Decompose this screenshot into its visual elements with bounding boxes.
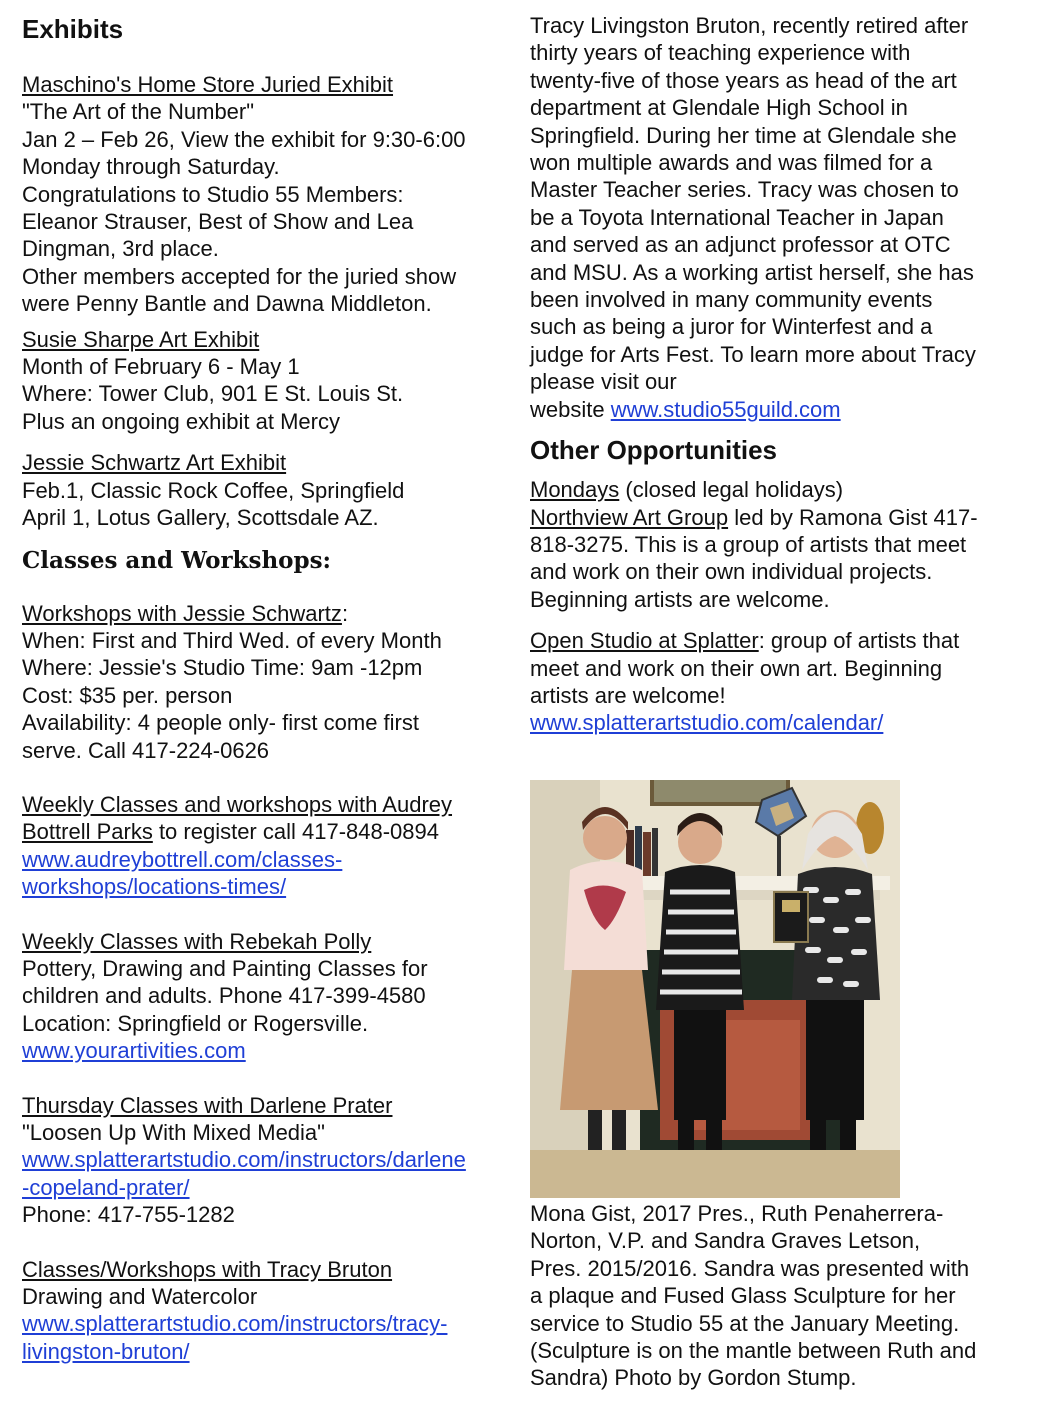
schwartz-workshops-title: Workshops with Jessie Schwartz (22, 600, 342, 626)
schwartz-exhibit-title: Jessie Schwartz Art Exhibit (22, 450, 287, 476)
schwartz-workshops-line: serve. Call 417-224-0626 (22, 737, 270, 763)
bio-line: Springfield. During her time at Glendale she (530, 122, 957, 148)
bio-line: twenty-five of those years as head of the art (530, 67, 957, 93)
bruton-section (22, 1256, 512, 1366)
parks-section (22, 791, 512, 901)
schwartz-exhibit-line: April 1, Lotus Gallery, Scottsdale AZ. (22, 505, 379, 531)
northview-suffix: led by Ramona Gist 417- (728, 504, 978, 530)
schwartz-exhibit-section (22, 449, 512, 531)
sharpe-line: Month of February 6 - May 1 (22, 354, 300, 380)
caption-line: (Sculpture is on the mantle between Ruth and (530, 1338, 977, 1364)
mondays-suffix: (closed legal holidays) (619, 477, 844, 503)
bruton-link[interactable]: www.splatterartstudio.com/instructors/tracy- (22, 1311, 448, 1337)
parks-register-text: to register call 417-848-0894 (152, 819, 439, 845)
sharpe-line: Where: Tower Club, 901 E St. Louis St. (22, 381, 404, 407)
prater-section (22, 1092, 512, 1229)
prater-title: Thursday Classes with Darlene Prater (22, 1092, 393, 1118)
sharpe-section (22, 326, 512, 436)
sharpe-title: Susie Sharpe Art Exhibit (22, 326, 260, 352)
prater-phone: Phone: 417-755-1282 (22, 1202, 235, 1228)
maschino-line: Monday through Saturday. (22, 154, 280, 180)
parks-link[interactable]: www.audreybottrell.com/classes- (22, 846, 343, 872)
mondays-line: 818-3275. This is a group of artists that meet (530, 531, 967, 557)
maschino-line: Jan 2 – Feb 26, View the exhibit for 9:30-6:00 (22, 126, 466, 152)
polly-line: children and adults. Phone 417-399-4580 (22, 983, 426, 1009)
splatter-calendar-link[interactable]: www.splatterartstudio.com/calendar/ (530, 710, 884, 736)
maschino-line: Other members accepted for the juried show (22, 263, 457, 289)
bio-line: be a Toyota International Teacher in Japan (530, 204, 944, 230)
schwartz-exhibit-line: Feb.1, Classic Rock Coffee, Springfield (22, 477, 405, 503)
right-column (530, 0, 1030, 737)
mondays-section (530, 476, 1030, 613)
bio-line: such as being a juror for Winterfest and a (530, 314, 933, 340)
bio-line: judge for Arts Fest. To learn more about Tracy (530, 341, 976, 367)
splatter-line: meet and work on their own art. Beginning (530, 655, 943, 681)
splatter-line: artists are welcome! (530, 682, 726, 708)
schwartz-workshops-line: Availability: 4 people only- first come first (22, 710, 419, 736)
sharpe-line: Plus an ongoing exhibit at Mercy (22, 408, 340, 434)
maschino-line: were Penny Bantle and Dawna Middleton. (22, 291, 432, 317)
mondays-label: Mondays (530, 477, 620, 503)
opportunities-heading: Other Opportunities (530, 435, 777, 466)
bio-line: been involved in many community events (530, 287, 933, 313)
polly-section (22, 928, 512, 1065)
bruton-bio (530, 12, 1030, 423)
studio55-website-link[interactable]: www.studio55guild.com (610, 396, 841, 422)
caption-line: a plaque and Fused Glass Sculpture for her (530, 1283, 956, 1309)
caption-line: service to Studio 55 at the January Meeting. (530, 1310, 960, 1336)
prater-link-continued[interactable]: -copeland-prater/ (22, 1174, 190, 1200)
schwartz-workshops-line: When: First and Third Wed. of every Month (22, 627, 442, 653)
splatter-section (530, 627, 1030, 737)
bruton-title: Classes/Workshops with Tracy Bruton (22, 1256, 393, 1282)
caption-line: Sandra) Photo by Gordon Stump. (530, 1365, 857, 1391)
polly-line: Pottery, Drawing and Painting Classes for (22, 955, 428, 981)
maschino-section (22, 71, 512, 318)
splatter-label: Open Studio at Splatter (530, 628, 759, 654)
schwartz-workshops-line: Where: Jessie's Studio Time: 9am -12pm (22, 655, 423, 681)
caption-line: Mona Gist, 2017 Pres., Ruth Penaherrera- (530, 1201, 944, 1226)
schwartz-workshops-section (22, 600, 512, 764)
maschino-line: Congratulations to Studio 55 Members: (22, 181, 404, 207)
bio-website-prefix: website (530, 396, 611, 422)
bio-line: won multiple awards and was filmed for a (530, 150, 933, 176)
award-photo (530, 780, 900, 1198)
left-column (22, 0, 512, 1365)
schwartz-workshops-title-suffix: : (341, 600, 349, 626)
splatter-suffix: : group of artists that (758, 628, 960, 654)
bruton-subtitle: Drawing and Watercolor (22, 1284, 258, 1310)
photo-caption (530, 1200, 1030, 1392)
parks-title: Weekly Classes and workshops with Audrey (22, 791, 453, 817)
northview-label: Northview Art Group (530, 504, 729, 530)
classes-heading: Classes and Workshops: (22, 546, 332, 574)
caption-line: Pres. 2015/2016. Sandra was presented with (530, 1255, 970, 1281)
bio-line: and served as an adjunct professor at OTC (530, 232, 951, 258)
polly-line: Location: Springfield or Rogersville. (22, 1010, 369, 1036)
bio-line: please visit our (530, 369, 677, 395)
maschino-title: Maschino's Home Store Juried Exhibit (22, 72, 394, 97)
bio-line: and MSU. As a working artist herself, she has (530, 259, 974, 285)
parks-link-continued[interactable]: workshops/locations-times/ (22, 874, 287, 900)
bio-line: Master Teacher series. Tracy was chosen to (530, 177, 959, 203)
exhibits-heading: Exhibits (22, 14, 124, 44)
bio-line: Tracy Livingston Bruton, recently retired after (530, 13, 969, 38)
schwartz-workshops-line: Cost: $35 per. person (22, 682, 233, 708)
prater-subtitle: "Loosen Up With Mixed Media" (22, 1120, 325, 1145)
mondays-line: and work on their own individual projects. (530, 559, 933, 585)
bruton-link-continued[interactable]: livingston-bruton/ (22, 1338, 190, 1364)
maschino-line: Dingman, 3rd place. (22, 236, 219, 262)
caption-line: Norton, V.P. and Sandra Graves Letson, (530, 1228, 921, 1254)
bio-line: department at Glendale High School in (530, 95, 908, 121)
mondays-line: Beginning artists are welcome. (530, 586, 830, 612)
parks-title-name: Bottrell Parks (22, 819, 153, 845)
bio-line: thirty years of teaching experience with (530, 40, 911, 66)
prater-link[interactable]: www.splatterartstudio.com/instructors/darlene (22, 1147, 466, 1173)
maschino-line: "The Art of the Number" (22, 99, 255, 125)
maschino-line: Eleanor Strauser, Best of Show and Lea (22, 209, 414, 235)
polly-link[interactable]: www.yourartivities.com (22, 1038, 246, 1064)
polly-title: Weekly Classes with Rebekah Polly (22, 928, 372, 954)
